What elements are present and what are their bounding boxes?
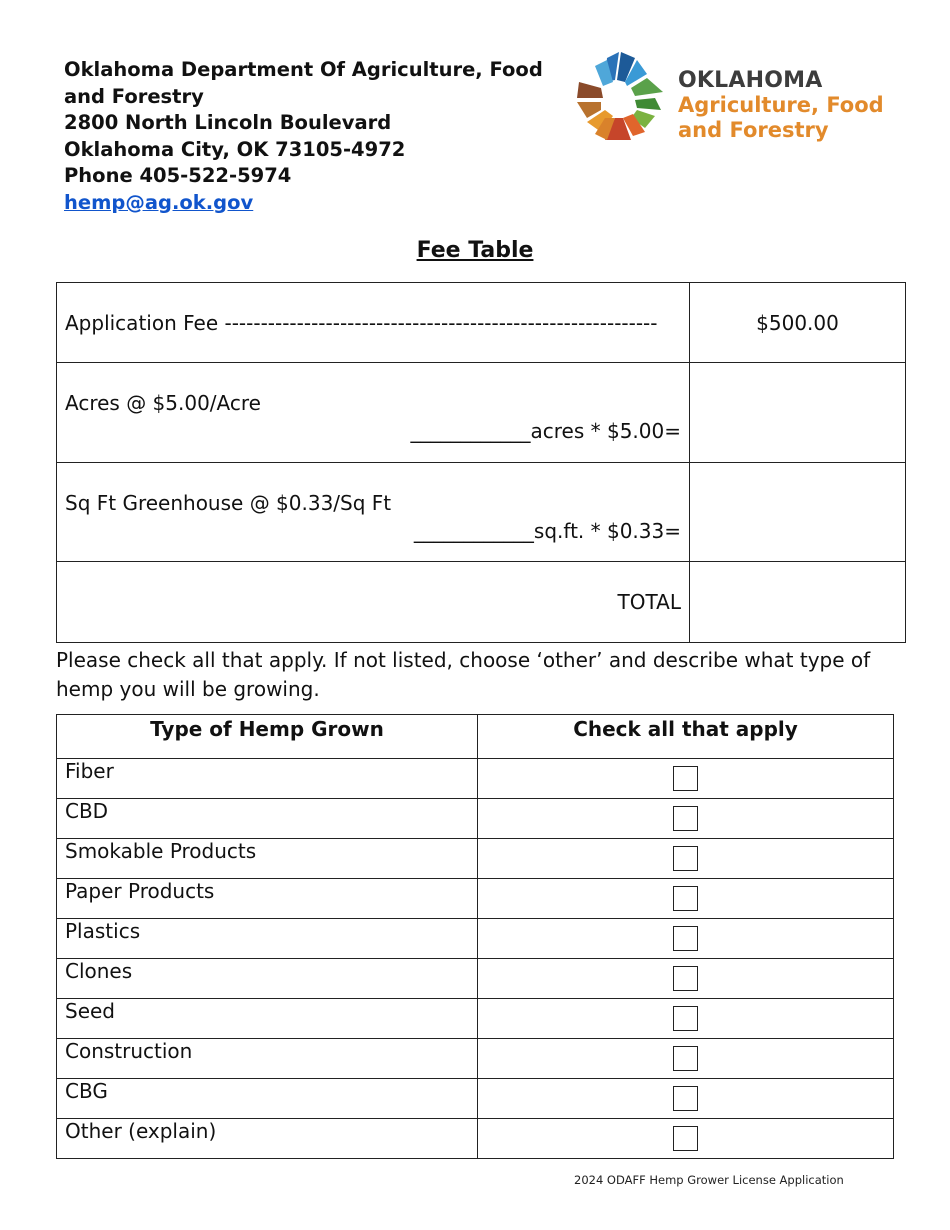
- acres-amount-field[interactable]: [690, 363, 906, 463]
- phone-number: Phone 405-522-5974: [64, 164, 292, 188]
- check-column-header: Check all that apply: [478, 715, 894, 759]
- table-row: [57, 999, 894, 1039]
- table-row: [57, 959, 894, 999]
- logo-line-2: Agriculture, Food: [678, 93, 884, 117]
- smokable-products-checkbox[interactable]: [673, 846, 698, 871]
- hemp-type-label: Construction: [57, 1039, 478, 1079]
- table-row: [57, 1039, 894, 1079]
- acres-fee-label: Acres @ $5.00/Acre: [65, 391, 261, 415]
- table-row: [57, 562, 906, 643]
- table-row: [57, 879, 894, 919]
- application-fee-label: Application Fee ------------------------------------------------------------: [65, 310, 658, 335]
- hemp-type-label: Smokable Products: [57, 839, 478, 879]
- table-row: [57, 759, 894, 799]
- hemp-type-label: Other (explain): [57, 1119, 478, 1159]
- street-address: 2800 North Lincoln Boulevard: [64, 111, 392, 135]
- fee-label-cell: [57, 363, 690, 463]
- greenhouse-amount-field[interactable]: [690, 463, 906, 562]
- org-name-line-2: and Forestry: [64, 84, 204, 108]
- cbd-checkbox[interactable]: [673, 806, 698, 831]
- table-row: [57, 283, 906, 363]
- fee-table: [56, 282, 906, 643]
- star-emblem-icon: [575, 52, 665, 144]
- total-label: TOTAL: [617, 590, 681, 614]
- email-link[interactable]: hemp@ag.ok.gov: [64, 190, 254, 214]
- hemp-type-label: CBD: [57, 799, 478, 839]
- hemp-type-label: Clones: [57, 959, 478, 999]
- table-row: [57, 1119, 894, 1159]
- table-header-row: [57, 715, 894, 759]
- application-fee-value: $500.00: [690, 283, 906, 363]
- acres-formula: ____________acres * $5.00=: [410, 419, 681, 443]
- hemp-type-label: Paper Products: [57, 879, 478, 919]
- odaff-logo: [575, 52, 905, 152]
- table-row: [57, 1079, 894, 1119]
- seed-checkbox[interactable]: [673, 1006, 698, 1031]
- org-name-line-1: Oklahoma Department Of Agriculture, Food: [64, 58, 543, 81]
- total-amount-field[interactable]: [690, 562, 906, 643]
- clones-checkbox[interactable]: [673, 966, 698, 991]
- fee-table-title: Fee Table: [416, 238, 534, 263]
- logo-line-3: and Forestry: [678, 118, 829, 142]
- total-label-cell: [57, 562, 690, 643]
- hemp-type-label: Plastics: [57, 919, 478, 959]
- hemp-type-label: Fiber: [57, 759, 478, 799]
- table-row: [57, 839, 894, 879]
- instructions-text: Please check all that apply. If not listed, choose ‘other’ and describe what type of hemp you will be growing.: [56, 648, 871, 701]
- paper-products-checkbox[interactable]: [673, 886, 698, 911]
- greenhouse-formula: ____________sq.ft. * $0.33=: [413, 519, 681, 543]
- agency-address-block: [64, 57, 543, 217]
- logo-line-1: OKLAHOMA: [678, 68, 823, 93]
- fee-label-cell: [57, 463, 690, 562]
- cbg-checkbox[interactable]: [673, 1086, 698, 1111]
- logo-wordmark: [678, 68, 884, 143]
- type-column-header: Type of Hemp Grown: [57, 715, 478, 759]
- hemp-type-label: CBG: [57, 1079, 478, 1119]
- table-row: [57, 919, 894, 959]
- table-row: [57, 463, 906, 562]
- construction-checkbox[interactable]: [673, 1046, 698, 1071]
- footer-text: 2024 ODAFF Hemp Grower License Application: [574, 1173, 844, 1187]
- hemp-type-table: [56, 714, 894, 1159]
- plastics-checkbox[interactable]: [673, 926, 698, 951]
- greenhouse-fee-label: Sq Ft Greenhouse @ $0.33/Sq Ft: [65, 491, 392, 515]
- fee-label-cell: [57, 283, 690, 363]
- fiber-checkbox[interactable]: [673, 766, 698, 791]
- table-row: [57, 799, 894, 839]
- table-row: [57, 363, 906, 463]
- other-checkbox[interactable]: [673, 1126, 698, 1151]
- hemp-type-label: Seed: [57, 999, 478, 1039]
- city-state-zip: Oklahoma City, OK 73105-4972: [64, 137, 406, 161]
